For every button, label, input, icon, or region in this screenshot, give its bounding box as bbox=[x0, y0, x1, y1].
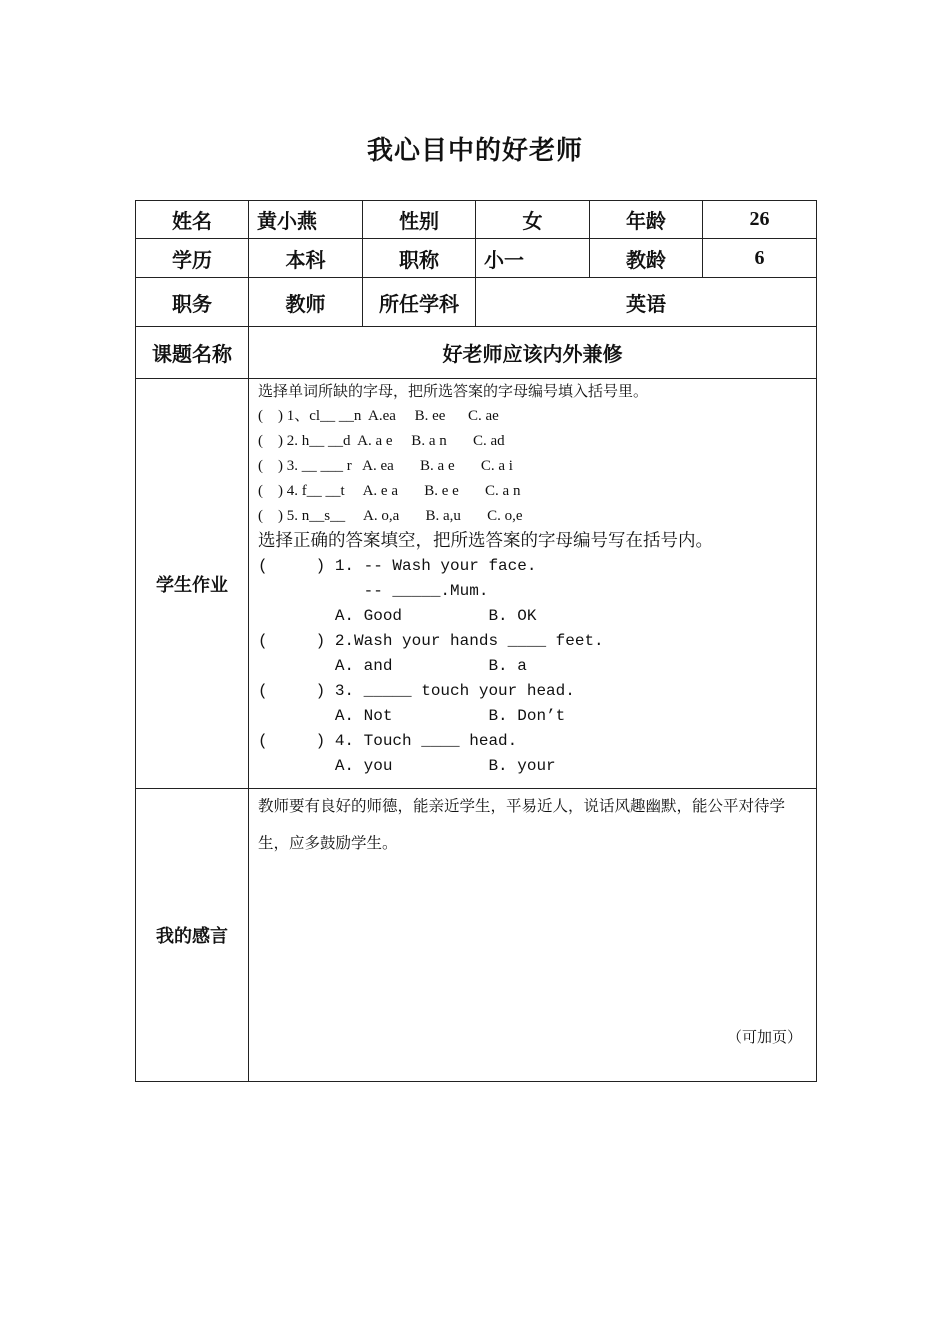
position-value: 教师 bbox=[249, 278, 363, 327]
feelings-label: 我的感言 bbox=[136, 789, 249, 1082]
gender-value: 女 bbox=[476, 201, 590, 239]
topic-value: 好老师应该内外兼修 bbox=[249, 327, 817, 379]
row-topic bbox=[136, 327, 817, 379]
part2-line: A. Not B. Don’t bbox=[258, 707, 566, 725]
part1-item: ( ) 4. f__ __t A. e a B. e e C. a n bbox=[258, 483, 521, 499]
part1-title: 选择单词所缺的字母，把所选答案的字母编号填入括号里。 bbox=[258, 382, 649, 400]
feelings-content bbox=[249, 789, 817, 1082]
homework-label: 学生作业 bbox=[136, 379, 249, 789]
homework-content bbox=[249, 379, 817, 789]
teacher-info-table bbox=[135, 200, 817, 1082]
part2-line: ( ) 4. Touch ____ head. bbox=[258, 732, 518, 750]
education-value: 本科 bbox=[249, 239, 363, 278]
years-label: 教龄 bbox=[590, 239, 703, 278]
topic-label: 课题名称 bbox=[136, 327, 249, 379]
part2-line: ( ) 1. -- Wash your face. bbox=[258, 557, 537, 575]
part1-item: ( ) 1、cl__ __n A.ea B. ee C. ae bbox=[258, 408, 499, 424]
part2-line: A. Good B. OK bbox=[258, 607, 537, 625]
part2-line: A. you B. your bbox=[258, 757, 556, 775]
row-basic-info bbox=[136, 201, 817, 239]
position-label: 职务 bbox=[136, 278, 249, 327]
subject-label: 所任学科 bbox=[363, 278, 476, 327]
add-page-note: （可加页） bbox=[726, 1028, 802, 1046]
row-education bbox=[136, 239, 817, 278]
feelings-text: 教师要有良好的师德，能亲近学生，平易近人，说话风趣幽默，能公平对待学生，应多鼓励学生。 bbox=[258, 797, 786, 852]
row-homework bbox=[136, 379, 817, 789]
subject-value: 英语 bbox=[476, 278, 817, 327]
part2-line: ( ) 3. _____ touch your head. bbox=[258, 682, 575, 700]
part1-item: ( ) 2. h__ __d A. a e B. a n C. ad bbox=[258, 433, 505, 449]
gender-label: 性别 bbox=[363, 201, 476, 239]
row-position bbox=[136, 278, 817, 327]
part2-line: A. and B. a bbox=[258, 657, 527, 675]
rank-value: 小一 bbox=[476, 239, 590, 278]
age-value: 26 bbox=[703, 201, 817, 239]
age-label: 年龄 bbox=[590, 201, 703, 239]
part1-item: ( ) 5. n__s__ A. o,a B. a,u C. o,e bbox=[258, 508, 523, 524]
page-title: 我心目中的好老师 bbox=[366, 136, 583, 166]
part2-line: -- _____.Mum. bbox=[258, 582, 489, 600]
part1-item: ( ) 3. __ ___ r A. ea B. a e C. a i bbox=[258, 458, 513, 474]
education-label: 学历 bbox=[136, 239, 249, 278]
name-label: 姓名 bbox=[136, 201, 249, 239]
part2-title: 选择正确的答案填空，把所选答案的字母编号写在括号内。 bbox=[258, 531, 713, 551]
part2-line: ( ) 2.Wash your hands ____ feet. bbox=[258, 632, 604, 650]
rank-label: 职称 bbox=[363, 239, 476, 278]
name-value: 黄小燕 bbox=[249, 201, 363, 239]
years-value: 6 bbox=[703, 239, 817, 278]
row-feelings bbox=[136, 789, 817, 1082]
